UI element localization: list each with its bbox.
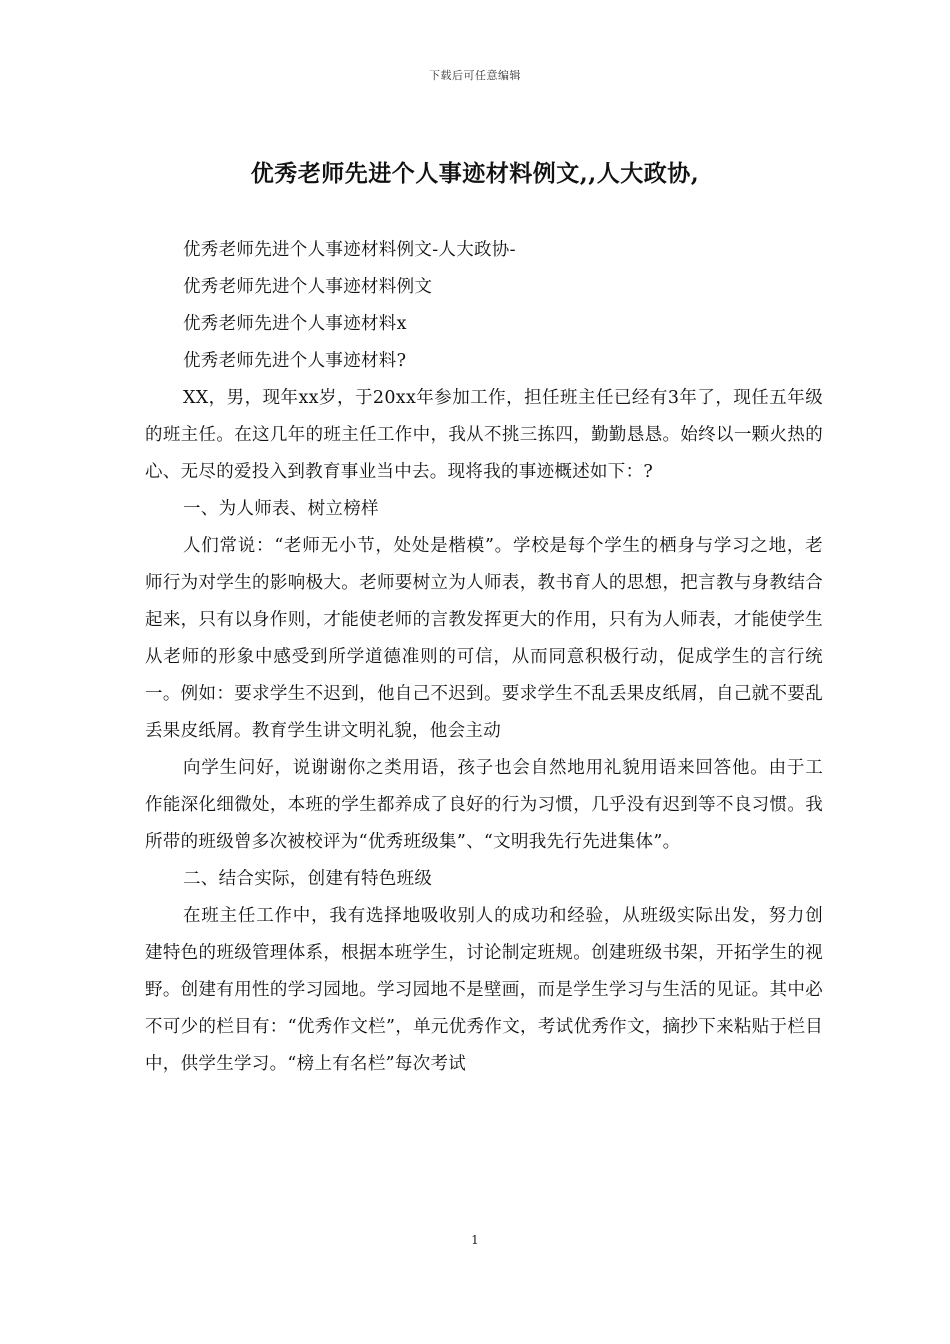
body-paragraph-subtitle-3: 优秀老师先进个人事迹材料x [183, 314, 407, 334]
document-body [145, 232, 823, 1083]
body-paragraph-subtitle-1: 优秀老师先进个人事迹材料例文-人大政协- [183, 240, 516, 260]
header-note: 下载后可任意编辑 [429, 69, 521, 82]
body-paragraph-section-2: 在班主任工作中，我有选择地吸收别人的成功和经验，从班级实际出发，努力创建特色的班级管理体系，根据本班学生，讨论制定班规。创建班级书架，开拓学生的视野。创建有用性的学习园地。学习园地不是壁画，而是学生学习与生活的见证。其中必不可少的栏目有：“优秀作文栏”，单元优秀作文，考试优秀作文，摘抄下来粘贴于栏目中，供学生学习。“榜上有名栏”每次考试 [145, 906, 823, 1074]
section-heading-2: 二、结合实际，创建有特色班级 [183, 869, 433, 889]
body-paragraph-section-1: 人们常说：“老师无小节，处处是楷模”。学校是每个学生的栖身与学习之地，老师行为对学生的影响极大。老师要树立为人师表，教书育人的思想，把言教与身教结合起来，只有以身作则，才能使老师的言教发挥更大的作用，只有为人师表，才能使学生从老师的形象中感受到所学道德准则的可信，从而同意积极行动，促成学生的言行统一。例如：要求学生不迟到，他自己不迟到。要求学生不乱丢果皮纸屑，自己就不要乱丢果皮纸屑。教育学生讲文明礼貌，他会主动 [145, 536, 823, 741]
body-paragraph-subtitle-2: 优秀老师先进个人事迹材料例文 [183, 277, 433, 297]
section-heading-1: 一、为人师表、树立榜样 [183, 499, 379, 519]
page-number: 1 [471, 1233, 479, 1247]
body-paragraph-intro: XX，男，现年xx岁，于20xx年参加工作，担任班主任已经有3年了，现任五年级的班主任。在这几年的班主任工作中，我从不挑三拣四，勤勤恳恳。始终以一颗火热的心、无尽的爱投入到教育事业当中去。现将我的事迹概述如下：? [145, 388, 823, 482]
document-title: 优秀老师先进个人事迹材料例文,,人大政协, [250, 160, 700, 187]
body-paragraph-section-1-cont: 向学生问好，说谢谢你之类用语，孩子也会自然地用礼貌用语来回答他。由于工作能深化细微处，本班的学生都养成了良好的行为习惯，几乎没有迟到等不良习惯。我所带的班级曾多次被校评为“优秀班级集”、“文明我先行先进集体”。 [145, 758, 823, 852]
body-paragraph-subtitle-4: 优秀老师先进个人事迹材料? [183, 351, 407, 371]
